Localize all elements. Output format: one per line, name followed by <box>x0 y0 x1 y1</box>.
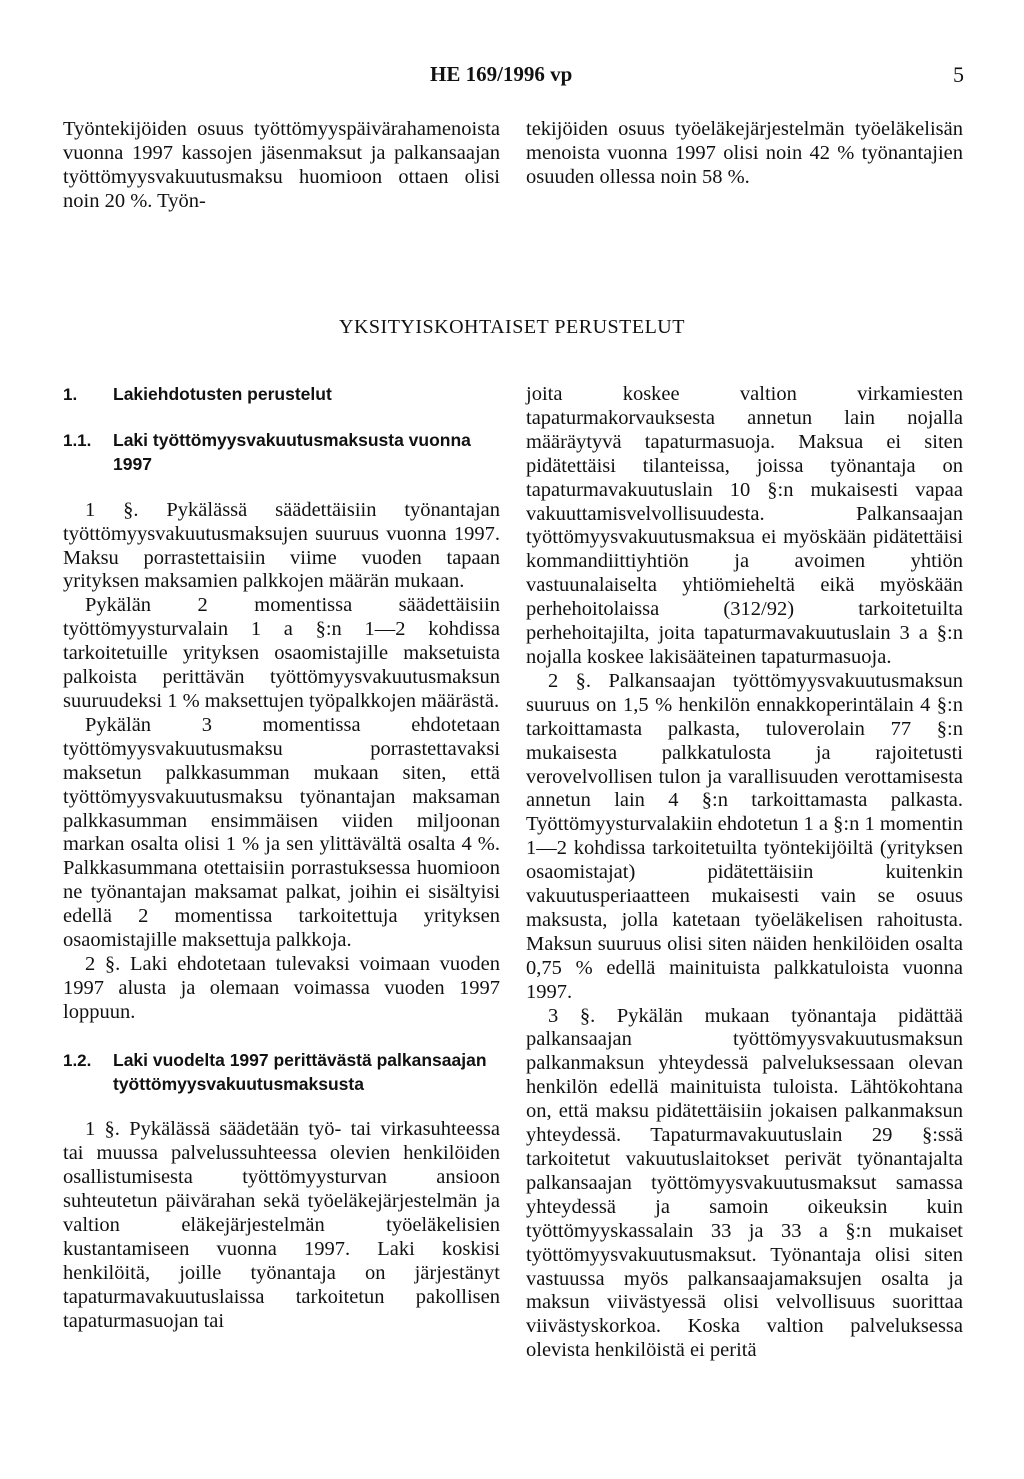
heading-1-1-number: 1.1. <box>63 430 92 450</box>
paragraph: 1 §. Pykälässä säädettäisiin työnantajan työttömyysvakuutusmaksujen suuruus vuonna 1997. Maksu porrastettaisiin viime vuoden tapaan yrityksen maksamien palkkojen määrän mukaan. <box>63 498 500 593</box>
heading-1-2-text: Laki vuodelta 1997 perittävästä palkansaajan työttömyysvakuutusmaksusta <box>113 1049 487 1094</box>
section-title: YKSITYISKOHTAISET PERUSTELUT <box>339 316 685 338</box>
paragraph: joita koskee valtion virkamiesten tapaturmakorvauksesta annetun lain nojalla määräytyvä tapaturmasuoja. Maksua ei siten pidätettäisi tilanteissa, joissa työnantaja on tapaturmavakuutuslain 10 §:n mukaisesti vapaa vakuuttamisvelvollisuudesta. Palkansaajan työttömyysvakuutusmaksua ei myöskään pidätettäisi kommandiittiyhtiön ja avoimen yhtiön vastuunalaiselta yhtiömieheltä eikä myöskään perhehoitolaissa (312/92) tarkoitetuilta perhehoitajilta, joita tapaturmavakuutuslain 3 a §:n nojalla koskee lakisääteinen tapaturmasuoja. <box>526 383 963 668</box>
heading-1-number: 1. <box>63 385 78 404</box>
heading-1-text: Lakiehdotusten perustelut <box>113 384 332 404</box>
paragraph: Pykälän 2 momentissa säädettäisiin työttömyysturvalain 1 a §:n 1—2 kohdissa tarkoitetuille yrityksen osaomistajille maksetuista palkoista perittävän työttömyysvakuutusmaksun suuruudeksi 1 % maksettujen työpalkkojen määrästä. <box>63 594 500 712</box>
heading-1-1-text: Laki työttömyysvakuutusmaksusta vuonna 1997 <box>113 429 471 474</box>
page-header <box>0 62 1024 92</box>
left-column <box>63 383 500 1334</box>
paragraph: 2 §. Palkansaajan työttömyysvakuutusmaksun suuruus on 1,5 % henkilön ennakkoperintälain 4 §:n tarkoittamasta palkasta, tuloverolain 77 §:n mukaisesta palkkatulosta ja rajoitetusti verovelvollisen tulon ja varallisuuden verottamisesta annetun lain 4 §:n tarkoittamasta palkasta. Työttömyysturvalakiin ehdotetun 1 a §:n 1 momentin 1—2 kohdissa tarkoitetuilta työntekijöiltä (yrityksen osaomistajat) pidätettäisiin kuitenkin vakuutusperiaatteen mukaisesti vain se osuus maksusta, jolla katetaan työeläkelisen rahoitusta. Maksun suuruus olisi siten näiden henkilöiden osalta 0,75 % edellä mainituista palkkatuloista vuonna 1997. <box>526 669 963 1003</box>
heading-1-1 <box>63 429 500 477</box>
paragraph: Pykälän 3 momentissa ehdotetaan työttömyysvakuutusmaksu porrastettavaksi maksetun palkkasumman mukaan siten, että työttömyysvakuutusmaksu työnantajan maksaman palkkasumman ensimmäisen viiden miljoonan markan osalta olisi 1 % ja sen ylittävältä osalta 4 %. Palkkasummana otettaisiin porrastuksessa huomioon ne työnantajan maksamat palkat, joihin ei sisältyisi edellä 2 momentissa tarkoitettuja yrityksen osaomistajille maksettuja palkkoja. <box>63 713 500 952</box>
paragraph: 1 §. Pykälässä säädetään työ- tai virkasuhteessa tai muussa palvelussuhteessa olevien henkilöiden osallistumisesta työttömyysturvan ansioon suhteutetun päivärahan sekä työeläkejärjestelmän ja valtion eläkejärjestelmän työeläkelisien kustantamiseen vuonna 1997. Laki koskisi henkilöitä, joille työnantaja on järjestänyt tapaturmavakuutuslaissa tarkoitetun pakollisen tapaturmasuojan tai <box>63 1118 500 1332</box>
right-column <box>526 383 963 1363</box>
paragraph: 3 §. Pykälän mukaan työnantaja pidättää palkansaajan työttömyysvakuutusmaksun palkanmaksun yhteydessä palveluksessaan olevan henkilön edellä mainituista tuloista. Lähtökohtana on, että maksu pidätettäisiin jokaisen palkanmaksun yhteydessä. Tapaturmavakuutuslain 29 §:ssä tarkoitetut vakuutuslaitokset perivät työnantajalta palkansaajan työttömyysvakuutusmaksut samassa yhteydessä ja samoin oikeuksin kuin työttömyyskassalain 33 ja 33 a §:n mukaiset työttömyysvakuutusmaksut. Työnantaja olisi siten vastuussa myös palkansaajamaksujen osalta ja maksun viivästyessä olisi velvollisuus suorittaa viivästyskorkoa. Koska valtion palveluksessa olevista henkilöistä ei peritä <box>526 1004 963 1362</box>
heading-1-2 <box>63 1049 500 1097</box>
document-reference: HE 169/1996 vp <box>430 62 573 86</box>
intro-right-column <box>526 118 963 190</box>
intro-right-paragraph: tekijöiden osuus työeläkejärjestelmän työeläkelisän menoista vuonna 1997 olisi noin 42 % työnantajien osuuden ollessa noin 58 %. <box>526 118 963 188</box>
heading-1 <box>63 383 500 407</box>
paragraph: 2 §. Laki ehdotetaan tulevaksi voimaan vuoden 1997 alusta ja olemaan voimassa vuoden 1997 loppuun. <box>63 952 500 1023</box>
heading-1-2-number: 1.2. <box>63 1050 92 1070</box>
page-number: 5 <box>953 62 964 87</box>
intro-left-paragraph: Työntekijöiden osuus työttömyyspäivärahamenoista vuonna 1997 kassojen jäsenmaksut ja palkansaajan työttömyysvakuutusmaksu huomioon ottaen olisi noin 20 %. Työn- <box>63 118 500 212</box>
intro-left-column <box>63 118 500 214</box>
